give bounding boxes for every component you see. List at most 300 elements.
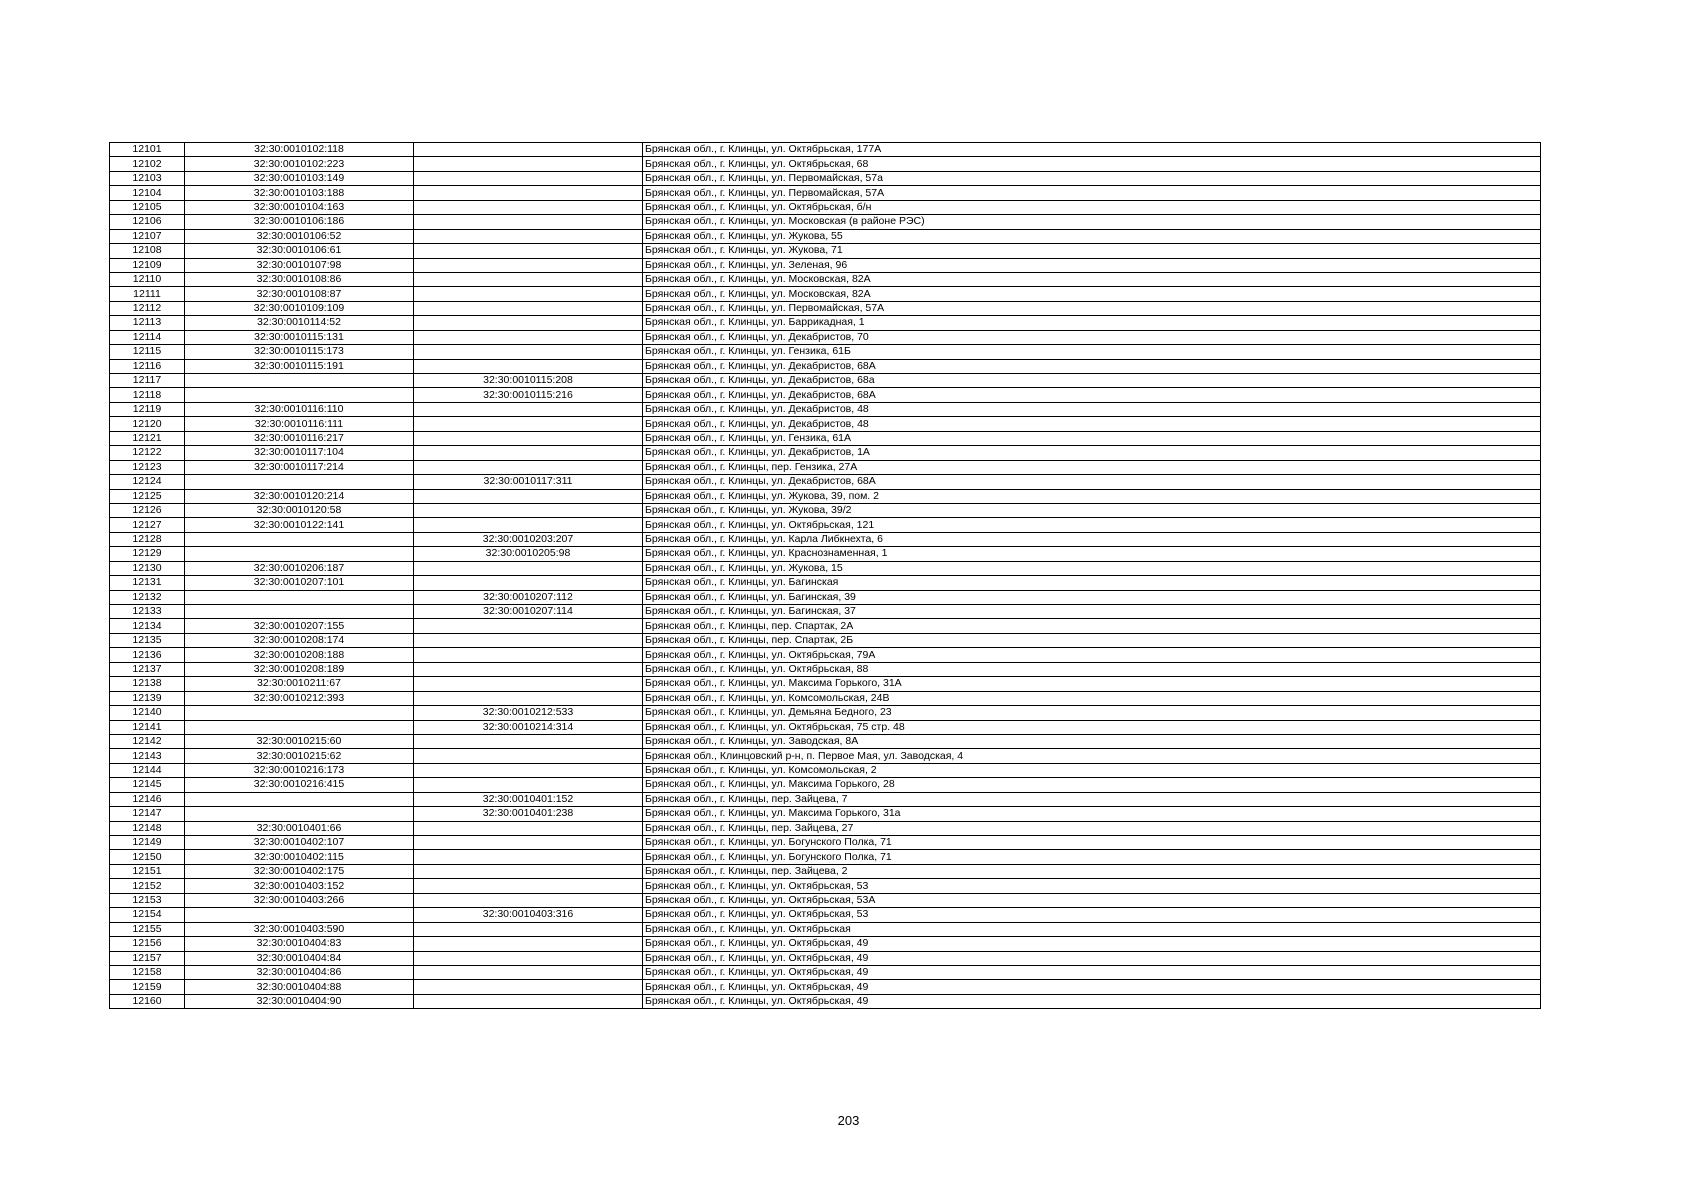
table-row xyxy=(110,980,1541,994)
cadastral-number-cell: 32:30:0010117:104 xyxy=(185,446,414,460)
table-row xyxy=(110,272,1541,286)
secondary-cadastral-number-cell xyxy=(414,171,643,185)
cadastral-number-cell xyxy=(185,590,414,604)
secondary-cadastral-number-cell xyxy=(414,994,643,1008)
table-row xyxy=(110,605,1541,619)
cadastral-number-cell xyxy=(185,374,414,388)
address-cell: Брянская обл., г. Клинцы, пер. Зайцева, 7 xyxy=(643,792,1541,806)
row-number-cell: 12121 xyxy=(110,431,185,445)
cadastral-number-cell xyxy=(185,532,414,546)
address-cell: Брянская обл., г. Клинцы, ул. Максима Горького, 31а xyxy=(643,807,1541,821)
cadastral-number-cell: 32:30:0010115:131 xyxy=(185,330,414,344)
table-row xyxy=(110,778,1541,792)
secondary-cadastral-number-cell xyxy=(414,345,643,359)
cadastral-number-cell: 32:30:0010402:175 xyxy=(185,864,414,878)
cadastral-number-cell: 32:30:0010106:52 xyxy=(185,229,414,243)
address-cell: Брянская обл., г. Клинцы, ул. Гензика, 61А xyxy=(643,431,1541,445)
table-row xyxy=(110,951,1541,965)
row-number-cell: 12129 xyxy=(110,547,185,561)
cadastral-number-cell: 32:30:0010116:217 xyxy=(185,431,414,445)
row-number-cell: 12113 xyxy=(110,316,185,330)
row-number-cell: 12110 xyxy=(110,272,185,286)
address-cell: Брянская обл., г. Клинцы, пер. Гензика, 27А xyxy=(643,460,1541,474)
table-row xyxy=(110,345,1541,359)
address-cell: Брянская обл., г. Клинцы, ул. Московская, 82А xyxy=(643,287,1541,301)
secondary-cadastral-number-cell: 32:30:0010205:98 xyxy=(414,547,643,561)
cadastral-number-cell: 32:30:0010115:191 xyxy=(185,359,414,373)
table-row xyxy=(110,763,1541,777)
secondary-cadastral-number-cell: 32:30:0010207:114 xyxy=(414,605,643,619)
cadastral-number-cell: 32:30:0010120:214 xyxy=(185,489,414,503)
address-cell: Брянская обл., г. Клинцы, ул. Октябрьская, 68 xyxy=(643,157,1541,171)
table-row xyxy=(110,301,1541,315)
secondary-cadastral-number-cell xyxy=(414,734,643,748)
row-number-cell: 12156 xyxy=(110,937,185,951)
row-number-cell: 12149 xyxy=(110,836,185,850)
row-number-cell: 12141 xyxy=(110,720,185,734)
row-number-cell: 12143 xyxy=(110,749,185,763)
row-number-cell: 12155 xyxy=(110,922,185,936)
table-row xyxy=(110,937,1541,951)
table-row xyxy=(110,460,1541,474)
secondary-cadastral-number-cell xyxy=(414,937,643,951)
address-cell: Брянская обл., г. Клинцы, ул. Декабристов, 68а xyxy=(643,374,1541,388)
address-cell: Брянская обл., г. Клинцы, ул. Жукова, 15 xyxy=(643,561,1541,575)
row-number-cell: 12133 xyxy=(110,605,185,619)
table-row xyxy=(110,864,1541,878)
address-cell: Брянская обл., г. Клинцы, ул. Октябрьская, б/н xyxy=(643,200,1541,214)
table-row xyxy=(110,229,1541,243)
secondary-cadastral-number-cell: 32:30:0010115:208 xyxy=(414,374,643,388)
row-number-cell: 12152 xyxy=(110,879,185,893)
address-cell: Брянская обл., г. Клинцы, ул. Комсомольская, 24В xyxy=(643,691,1541,705)
cadastral-number-cell: 32:30:0010215:62 xyxy=(185,749,414,763)
cadastral-number-cell xyxy=(185,388,414,402)
cadastral-number-cell: 32:30:0010402:107 xyxy=(185,836,414,850)
secondary-cadastral-number-cell xyxy=(414,864,643,878)
address-cell: Брянская обл., г. Клинцы, ул. Октябрьская, 88 xyxy=(643,662,1541,676)
table-row xyxy=(110,706,1541,720)
secondary-cadastral-number-cell xyxy=(414,619,643,633)
cadastral-number-cell xyxy=(185,547,414,561)
cadastral-number-cell: 32:30:0010216:415 xyxy=(185,778,414,792)
table-row xyxy=(110,215,1541,229)
address-cell: Брянская обл., г. Клинцы, ул. Первомайская, 57А xyxy=(643,301,1541,315)
cadastral-number-cell: 32:30:0010208:174 xyxy=(185,633,414,647)
address-cell: Брянская обл., г. Клинцы, ул. Декабристов, 48 xyxy=(643,417,1541,431)
address-cell: Брянская обл., г. Клинцы, ул. Богунского Полка, 71 xyxy=(643,850,1541,864)
row-number-cell: 12101 xyxy=(110,143,185,157)
address-cell: Брянская обл., г. Клинцы, ул. Багинская, 39 xyxy=(643,590,1541,604)
cadastral-number-cell: 32:30:0010403:266 xyxy=(185,893,414,907)
secondary-cadastral-number-cell: 32:30:0010117:311 xyxy=(414,475,643,489)
row-number-cell: 12123 xyxy=(110,460,185,474)
secondary-cadastral-number-cell xyxy=(414,980,643,994)
table-row xyxy=(110,446,1541,460)
table-row xyxy=(110,532,1541,546)
row-number-cell: 12122 xyxy=(110,446,185,460)
cadastral-number-cell: 32:30:0010116:110 xyxy=(185,402,414,416)
address-cell: Брянская обл., г. Клинцы, ул. Гензика, 61Б xyxy=(643,345,1541,359)
cadastral-number-cell: 32:30:0010116:111 xyxy=(185,417,414,431)
secondary-cadastral-number-cell xyxy=(414,691,643,705)
row-number-cell: 12120 xyxy=(110,417,185,431)
secondary-cadastral-number-cell xyxy=(414,272,643,286)
row-number-cell: 12151 xyxy=(110,864,185,878)
row-number-cell: 12103 xyxy=(110,171,185,185)
cadastral-number-cell: 32:30:0010109:109 xyxy=(185,301,414,315)
row-number-cell: 12105 xyxy=(110,200,185,214)
cadastral-number-cell xyxy=(185,908,414,922)
cadastral-number-cell: 32:30:0010207:101 xyxy=(185,576,414,590)
address-cell: Брянская обл., г. Клинцы, ул. Октябрьская, 49 xyxy=(643,994,1541,1008)
cadastral-number-cell: 32:30:0010122:141 xyxy=(185,518,414,532)
table-row xyxy=(110,633,1541,647)
secondary-cadastral-number-cell xyxy=(414,850,643,864)
secondary-cadastral-number-cell: 32:30:0010403:316 xyxy=(414,908,643,922)
cadastral-number-cell: 32:30:0010404:90 xyxy=(185,994,414,1008)
table-row xyxy=(110,431,1541,445)
secondary-cadastral-number-cell xyxy=(414,402,643,416)
address-cell: Брянская обл., г. Клинцы, ул. Октябрьская, 53А xyxy=(643,893,1541,907)
secondary-cadastral-number-cell xyxy=(414,186,643,200)
cadastral-number-cell: 32:30:0010207:155 xyxy=(185,619,414,633)
secondary-cadastral-number-cell xyxy=(414,417,643,431)
address-cell: Брянская обл., г. Клинцы, ул. Октябрьская xyxy=(643,922,1541,936)
row-number-cell: 12147 xyxy=(110,807,185,821)
row-number-cell: 12108 xyxy=(110,244,185,258)
row-number-cell: 12118 xyxy=(110,388,185,402)
row-number-cell: 12115 xyxy=(110,345,185,359)
table-row xyxy=(110,590,1541,604)
address-cell: Брянская обл., г. Клинцы, ул. Октябрьская, 49 xyxy=(643,937,1541,951)
row-number-cell: 12158 xyxy=(110,965,185,979)
cadastral-number-cell xyxy=(185,605,414,619)
row-number-cell: 12109 xyxy=(110,258,185,272)
cadastral-number-cell: 32:30:0010401:66 xyxy=(185,821,414,835)
row-number-cell: 12140 xyxy=(110,706,185,720)
secondary-cadastral-number-cell xyxy=(414,662,643,676)
row-number-cell: 12135 xyxy=(110,633,185,647)
cadastral-number-cell: 32:30:0010103:188 xyxy=(185,186,414,200)
cadastral-number-cell: 32:30:0010106:61 xyxy=(185,244,414,258)
registry-table xyxy=(109,142,1541,1009)
secondary-cadastral-number-cell xyxy=(414,489,643,503)
table-row xyxy=(110,359,1541,373)
row-number-cell: 12144 xyxy=(110,763,185,777)
address-cell: Брянская обл., г. Клинцы, ул. Октябрьская, 53 xyxy=(643,908,1541,922)
table-row xyxy=(110,374,1541,388)
cadastral-number-cell: 32:30:0010102:223 xyxy=(185,157,414,171)
cadastral-number-cell: 32:30:0010403:590 xyxy=(185,922,414,936)
cadastral-number-cell: 32:30:0010404:84 xyxy=(185,951,414,965)
row-number-cell: 12130 xyxy=(110,561,185,575)
secondary-cadastral-number-cell xyxy=(414,431,643,445)
row-number-cell: 12154 xyxy=(110,908,185,922)
secondary-cadastral-number-cell: 32:30:0010212:533 xyxy=(414,706,643,720)
row-number-cell: 12119 xyxy=(110,402,185,416)
row-number-cell: 12160 xyxy=(110,994,185,1008)
address-cell: Брянская обл., г. Клинцы, пер. Спартак, 2Б xyxy=(643,633,1541,647)
table-row xyxy=(110,677,1541,691)
table-row xyxy=(110,186,1541,200)
row-number-cell: 12104 xyxy=(110,186,185,200)
table-row xyxy=(110,143,1541,157)
cadastral-number-cell: 32:30:0010120:58 xyxy=(185,503,414,517)
table-row xyxy=(110,244,1541,258)
cadastral-number-cell xyxy=(185,720,414,734)
cadastral-number-cell: 32:30:0010114:52 xyxy=(185,316,414,330)
secondary-cadastral-number-cell: 32:30:0010401:152 xyxy=(414,792,643,806)
secondary-cadastral-number-cell xyxy=(414,316,643,330)
table-row xyxy=(110,893,1541,907)
table-row xyxy=(110,388,1541,402)
address-cell: Брянская обл., г. Клинцы, ул. Октябрьская, 121 xyxy=(643,518,1541,532)
address-cell: Брянская обл., г. Клинцы, ул. Багинская, 37 xyxy=(643,605,1541,619)
address-cell: Брянская обл., г. Клинцы, ул. Октябрьская, 79А xyxy=(643,648,1541,662)
secondary-cadastral-number-cell xyxy=(414,965,643,979)
cadastral-number-cell: 32:30:0010212:393 xyxy=(185,691,414,705)
table-row xyxy=(110,994,1541,1008)
secondary-cadastral-number-cell xyxy=(414,359,643,373)
secondary-cadastral-number-cell xyxy=(414,330,643,344)
row-number-cell: 12148 xyxy=(110,821,185,835)
table-row xyxy=(110,836,1541,850)
cadastral-number-cell: 32:30:0010107:98 xyxy=(185,258,414,272)
table-row xyxy=(110,619,1541,633)
row-number-cell: 12146 xyxy=(110,792,185,806)
secondary-cadastral-number-cell xyxy=(414,879,643,893)
secondary-cadastral-number-cell: 32:30:0010401:238 xyxy=(414,807,643,821)
table-row xyxy=(110,518,1541,532)
table-row xyxy=(110,821,1541,835)
secondary-cadastral-number-cell xyxy=(414,633,643,647)
table-row xyxy=(110,807,1541,821)
cadastral-number-cell: 32:30:0010215:60 xyxy=(185,734,414,748)
address-cell: Брянская обл., г. Клинцы, ул. Декабристов, 68А xyxy=(643,475,1541,489)
row-number-cell: 12114 xyxy=(110,330,185,344)
table-row xyxy=(110,417,1541,431)
secondary-cadastral-number-cell: 32:30:0010207:112 xyxy=(414,590,643,604)
table-row xyxy=(110,287,1541,301)
secondary-cadastral-number-cell xyxy=(414,951,643,965)
secondary-cadastral-number-cell xyxy=(414,157,643,171)
cadastral-number-cell xyxy=(185,807,414,821)
cadastral-number-cell: 32:30:0010106:186 xyxy=(185,215,414,229)
cadastral-number-cell: 32:30:0010208:188 xyxy=(185,648,414,662)
table-row xyxy=(110,547,1541,561)
table-row xyxy=(110,850,1541,864)
address-cell: Брянская обл., г. Клинцы, ул. Декабристов, 70 xyxy=(643,330,1541,344)
address-cell: Брянская обл., г. Клинцы, ул. Декабристов, 1А xyxy=(643,446,1541,460)
table-row xyxy=(110,316,1541,330)
address-cell: Брянская обл., г. Клинцы, ул. Декабристов, 68А xyxy=(643,359,1541,373)
row-number-cell: 12153 xyxy=(110,893,185,907)
address-cell: Брянская обл., г. Клинцы, ул. Жукова, 55 xyxy=(643,229,1541,243)
page-number: 203 xyxy=(837,1113,860,1128)
address-cell: Брянская обл., г. Клинцы, ул. Октябрьская, 49 xyxy=(643,980,1541,994)
cadastral-number-cell xyxy=(185,475,414,489)
secondary-cadastral-number-cell xyxy=(414,460,643,474)
table-row xyxy=(110,402,1541,416)
secondary-cadastral-number-cell: 32:30:0010214:314 xyxy=(414,720,643,734)
address-cell: Брянская обл., г. Клинцы, ул. Демьяна Бедного, 23 xyxy=(643,706,1541,720)
cadastral-number-cell xyxy=(185,706,414,720)
table-row xyxy=(110,171,1541,185)
secondary-cadastral-number-cell: 32:30:0010203:207 xyxy=(414,532,643,546)
table-row xyxy=(110,792,1541,806)
secondary-cadastral-number-cell xyxy=(414,576,643,590)
secondary-cadastral-number-cell xyxy=(414,821,643,835)
secondary-cadastral-number-cell xyxy=(414,561,643,575)
secondary-cadastral-number-cell xyxy=(414,648,643,662)
secondary-cadastral-number-cell: 32:30:0010115:216 xyxy=(414,388,643,402)
table-row xyxy=(110,561,1541,575)
secondary-cadastral-number-cell xyxy=(414,215,643,229)
address-cell: Брянская обл., г. Клинцы, ул. Жукова, 71 xyxy=(643,244,1541,258)
secondary-cadastral-number-cell xyxy=(414,893,643,907)
cadastral-number-cell: 32:30:0010211:67 xyxy=(185,677,414,691)
cadastral-number-cell: 32:30:0010403:152 xyxy=(185,879,414,893)
registry-table-body xyxy=(110,143,1541,1009)
cadastral-number-cell: 32:30:0010404:88 xyxy=(185,980,414,994)
row-number-cell: 12138 xyxy=(110,677,185,691)
cadastral-number-cell: 32:30:0010404:86 xyxy=(185,965,414,979)
address-cell: Брянская обл., г. Клинцы, ул. Октябрьская, 49 xyxy=(643,965,1541,979)
address-cell: Брянская обл., г. Клинцы, ул. Заводская, 8А xyxy=(643,734,1541,748)
secondary-cadastral-number-cell xyxy=(414,518,643,532)
cadastral-number-cell: 32:30:0010117:214 xyxy=(185,460,414,474)
row-number-cell: 12124 xyxy=(110,475,185,489)
secondary-cadastral-number-cell xyxy=(414,778,643,792)
address-cell: Брянская обл., г. Клинцы, пер. Зайцева, 2 xyxy=(643,864,1541,878)
table-row xyxy=(110,475,1541,489)
secondary-cadastral-number-cell xyxy=(414,836,643,850)
table-row xyxy=(110,965,1541,979)
row-number-cell: 12134 xyxy=(110,619,185,633)
secondary-cadastral-number-cell xyxy=(414,749,643,763)
table-row xyxy=(110,908,1541,922)
row-number-cell: 12127 xyxy=(110,518,185,532)
row-number-cell: 12106 xyxy=(110,215,185,229)
address-cell: Брянская обл., г. Клинцы, ул. Зеленая, 96 xyxy=(643,258,1541,272)
address-cell: Брянская обл., г. Клинцы, ул. Московская (в районе РЭС) xyxy=(643,215,1541,229)
address-cell: Брянская обл., г. Клинцы, ул. Московская, 82А xyxy=(643,272,1541,286)
row-number-cell: 12107 xyxy=(110,229,185,243)
row-number-cell: 12126 xyxy=(110,503,185,517)
secondary-cadastral-number-cell xyxy=(414,922,643,936)
address-cell: Брянская обл., г. Клинцы, ул. Декабристов, 48 xyxy=(643,402,1541,416)
address-cell: Брянская обл., г. Клинцы, ул. Максима Горького, 31А xyxy=(643,677,1541,691)
row-number-cell: 12117 xyxy=(110,374,185,388)
table-row xyxy=(110,879,1541,893)
row-number-cell: 12159 xyxy=(110,980,185,994)
cadastral-number-cell: 32:30:0010102:118 xyxy=(185,143,414,157)
table-row xyxy=(110,157,1541,171)
secondary-cadastral-number-cell xyxy=(414,229,643,243)
table-row xyxy=(110,720,1541,734)
row-number-cell: 12150 xyxy=(110,850,185,864)
address-cell: Брянская обл., г. Клинцы, ул. Декабристов, 68А xyxy=(643,388,1541,402)
address-cell: Брянская обл., г. Клинцы, ул. Октябрьская, 49 xyxy=(643,951,1541,965)
cadastral-number-cell xyxy=(185,792,414,806)
table-row xyxy=(110,734,1541,748)
row-number-cell: 12142 xyxy=(110,734,185,748)
address-cell: Брянская обл., г. Клинцы, ул. Багинская xyxy=(643,576,1541,590)
address-cell: Брянская обл., Клинцовский р-н, п. Первое Мая, ул. Заводская, 4 xyxy=(643,749,1541,763)
cadastral-number-cell: 32:30:0010402:115 xyxy=(185,850,414,864)
cadastral-number-cell: 32:30:0010108:87 xyxy=(185,287,414,301)
table-row xyxy=(110,489,1541,503)
secondary-cadastral-number-cell xyxy=(414,763,643,777)
address-cell: Брянская обл., г. Клинцы, ул. Богунского Полка, 71 xyxy=(643,836,1541,850)
table-row xyxy=(110,330,1541,344)
address-cell: Брянская обл., г. Клинцы, ул. Карла Либкнехта, 6 xyxy=(643,532,1541,546)
row-number-cell: 12136 xyxy=(110,648,185,662)
row-number-cell: 12132 xyxy=(110,590,185,604)
address-cell: Брянская обл., г. Клинцы, ул. Первомайская, 57А xyxy=(643,186,1541,200)
cadastral-number-cell: 32:30:0010404:83 xyxy=(185,937,414,951)
cadastral-number-cell: 32:30:0010208:189 xyxy=(185,662,414,676)
cadastral-number-cell: 32:30:0010103:149 xyxy=(185,171,414,185)
secondary-cadastral-number-cell xyxy=(414,200,643,214)
address-cell: Брянская обл., г. Клинцы, ул. Жукова, 39, пом. 2 xyxy=(643,489,1541,503)
table-row xyxy=(110,503,1541,517)
address-cell: Брянская обл., г. Клинцы, ул. Максима Горького, 28 xyxy=(643,778,1541,792)
row-number-cell: 12128 xyxy=(110,532,185,546)
table-row xyxy=(110,749,1541,763)
row-number-cell: 12157 xyxy=(110,951,185,965)
cadastral-number-cell: 32:30:0010115:173 xyxy=(185,345,414,359)
address-cell: Брянская обл., г. Клинцы, ул. Краснознаменная, 1 xyxy=(643,547,1541,561)
row-number-cell: 12139 xyxy=(110,691,185,705)
secondary-cadastral-number-cell xyxy=(414,244,643,258)
cadastral-number-cell: 32:30:0010216:173 xyxy=(185,763,414,777)
secondary-cadastral-number-cell xyxy=(414,301,643,315)
table-row xyxy=(110,648,1541,662)
secondary-cadastral-number-cell xyxy=(414,287,643,301)
row-number-cell: 12116 xyxy=(110,359,185,373)
address-cell: Брянская обл., г. Клинцы, ул. Октябрьская, 75 стр. 48 xyxy=(643,720,1541,734)
address-cell: Брянская обл., г. Клинцы, ул. Баррикадная, 1 xyxy=(643,316,1541,330)
cadastral-number-cell: 32:30:0010206:187 xyxy=(185,561,414,575)
table-row xyxy=(110,258,1541,272)
row-number-cell: 12137 xyxy=(110,662,185,676)
cadastral-number-cell: 32:30:0010104:163 xyxy=(185,200,414,214)
table-row xyxy=(110,662,1541,676)
address-cell: Брянская обл., г. Клинцы, ул. Октябрьская, 177А xyxy=(643,143,1541,157)
row-number-cell: 12131 xyxy=(110,576,185,590)
row-number-cell: 12145 xyxy=(110,778,185,792)
address-cell: Брянская обл., г. Клинцы, пер. Зайцева, 27 xyxy=(643,821,1541,835)
table-row xyxy=(110,691,1541,705)
row-number-cell: 12111 xyxy=(110,287,185,301)
secondary-cadastral-number-cell xyxy=(414,677,643,691)
table-row xyxy=(110,200,1541,214)
secondary-cadastral-number-cell xyxy=(414,446,643,460)
secondary-cadastral-number-cell xyxy=(414,503,643,517)
secondary-cadastral-number-cell xyxy=(414,258,643,272)
address-cell: Брянская обл., г. Клинцы, ул. Жукова, 39/2 xyxy=(643,503,1541,517)
address-cell: Брянская обл., г. Клинцы, пер. Спартак, 2А xyxy=(643,619,1541,633)
row-number-cell: 12112 xyxy=(110,301,185,315)
table-row xyxy=(110,922,1541,936)
row-number-cell: 12102 xyxy=(110,157,185,171)
table-row xyxy=(110,576,1541,590)
secondary-cadastral-number-cell xyxy=(414,143,643,157)
row-number-cell: 12125 xyxy=(110,489,185,503)
address-cell: Брянская обл., г. Клинцы, ул. Комсомольская, 2 xyxy=(643,763,1541,777)
